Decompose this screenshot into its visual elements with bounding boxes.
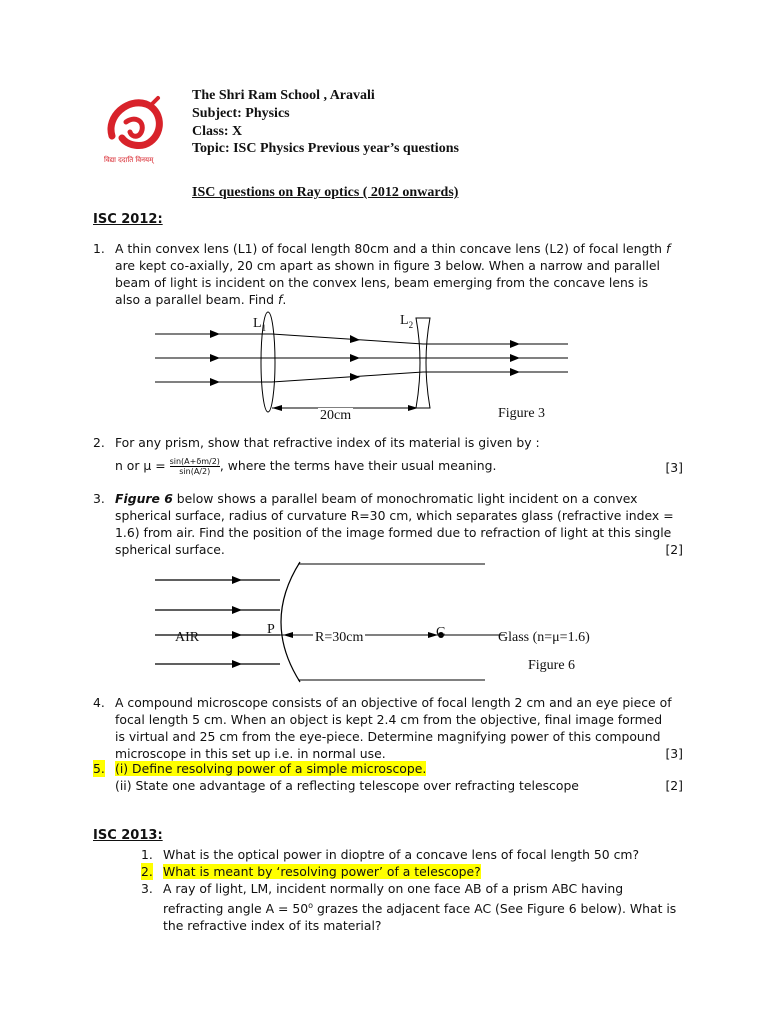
question-number: 3. [141,881,153,896]
question-2012-2: 2. For any prism, show that refractive index of its material is given by : [93,435,540,450]
formula-refractive-index: n or μ = $\frac{\sin(A+\delta m/2)}{\sin(A/2)}$ , where the terms have their usual meaning. [3] [115,455,675,477]
question-number: 4. [93,695,105,710]
marks: [2] [665,778,683,793]
question-number: 2. [141,864,153,879]
question-number: 3. [93,491,105,506]
document-title: ISC questions on Ray optics ( 2012 onwards) [192,185,459,200]
school-name: The Shri Ram School , Aravali [192,88,375,103]
subject-line: Subject: Physics [192,106,290,121]
section-heading-2012: ISC 2012: [93,212,163,227]
highlighted-text: (i) Define resolving power of a simple microscope. [115,761,427,776]
figure-6-caption: Figure 6 [528,658,576,673]
figure-3 [150,310,580,430]
question-number: 2. [93,435,105,450]
school-logo [98,92,178,172]
question-2013-3: 3. A ray of light, LM, incident normally on one face AB of a prism ABC having refracting angle $A = 50^o$ grazes the adjacent face AC (See Figure 6 below). What is the refractive index of its material? [141,881,677,934]
question-2012-3: 3. Figure 6 below shows a parallel beam of monochromatic light incident on a convex spherical surface, radius of curvature R=30 cm, which separates glass (refractive index = 1.6) from air. Find the position of the image formed due to refraction of light at this single spherical surface. [2] [93,491,683,557]
label-radius: R=30cm [315,630,364,645]
marks: [3] [665,746,683,761]
class-line: Class: X [192,124,243,139]
question-2012-4: 4. A compound microscope consists of an objective of focal length 2 cm and an eye piece of focal length 5 cm. When an object is kept 2.4 cm from the objective, final image formed is virtual and 25 cm from the eye-piece. Determine magnifying power of this compound microscope in this set up i.e. in normal use. [3] [93,695,683,761]
highlighted-text: What is meant by ‘resolving power’ of a telescope? [163,864,481,879]
figure-6 [150,560,620,685]
question-number: 1. [141,847,153,862]
logo-motto: विद्या ददाति विनयम् [104,156,154,164]
label-p: P [267,622,275,637]
label-l1: $L_1$ [253,316,267,333]
question-2013-2 [141,863,683,880]
marks: [2] [665,542,683,557]
topic-line: Topic: ISC Physics Previous year’s questions [192,141,459,156]
marks: [3] [665,460,683,475]
label-air: AIR [175,630,200,645]
formula-fraction: $\frac{\sin(A+\delta m/2)}{\sin(A/2)}$ [169,457,220,476]
label-distance: 20cm [320,408,352,423]
figure-3-caption: Figure 3 [498,406,546,421]
question-2012-1: 1. A thin convex lens (L1) of focal length 80cm and a thin concave lens (L2) of focal length f are kept co-axially, 20 cm apart as shown in figure 3 below. When a narrow and parallel beam of light is incident on the convex lens, beam emerging from the concave lens is also a parallel beam. Find f. [93,241,671,307]
section-heading-2013: ISC 2013: [93,828,163,843]
label-glass: Glass (n=μ=1.6) [498,630,590,645]
question-2013-1: 1. What is the optical power in dioptre of a concave lens of focal length 50 cm? [141,847,640,862]
question-2012-5: 5. (i) Define resolving power of a simple microscope. (ii) State one advantage of a reflecting telescope over refracting telescope [2] [93,761,683,793]
question-number: 5. [93,761,105,776]
label-l2: $L_2$ [400,313,414,330]
label-c: C [436,625,446,640]
question-number: 1. [93,241,105,256]
